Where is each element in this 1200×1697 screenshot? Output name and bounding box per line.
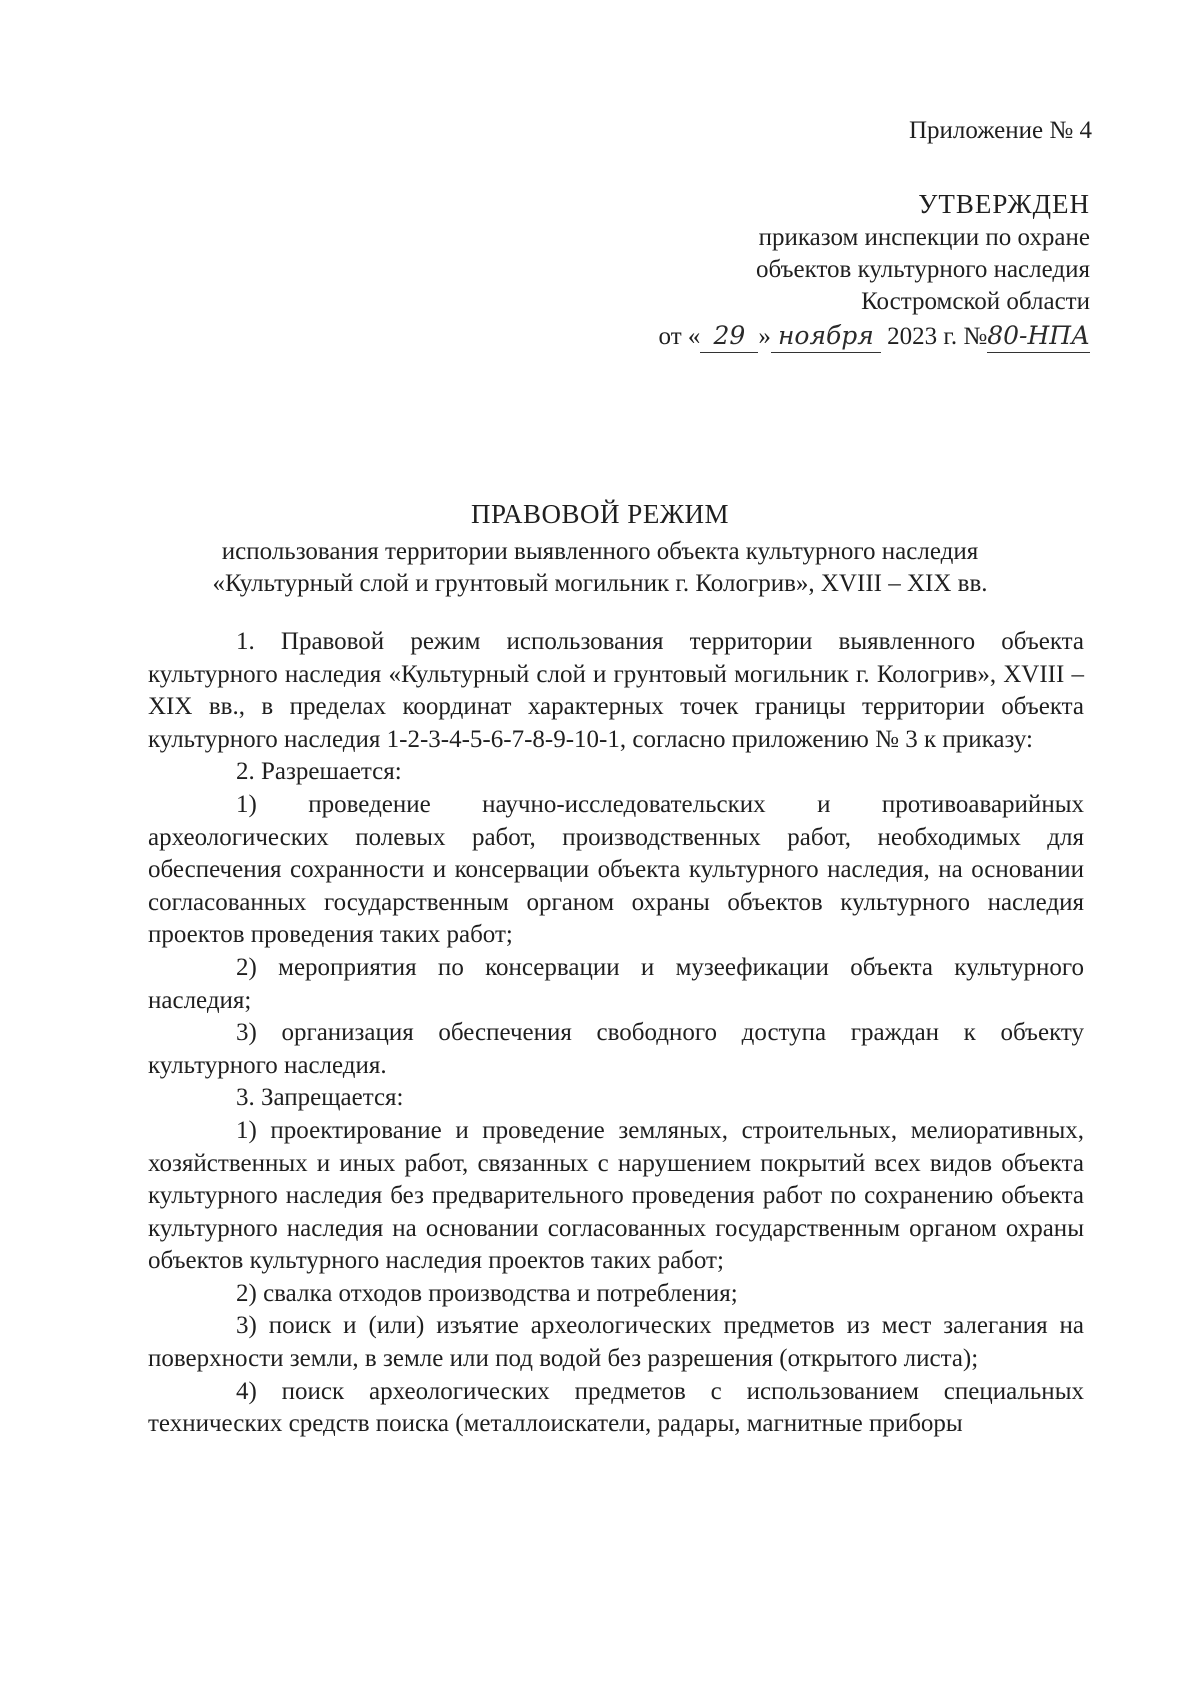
title-subheading-2: «Культурный слой и грунтовый могильник г. Кологрив», XVIII – XIX вв.	[212, 570, 988, 597]
approval-line-3: Костромской области	[861, 288, 1090, 315]
approval-line-1: приказом инспекции по охране	[758, 224, 1090, 251]
document-title	[0, 498, 1200, 600]
date-mid: »	[758, 323, 771, 350]
date-month-handwritten: ноября	[771, 320, 881, 353]
approval-block	[570, 188, 1090, 354]
section-allowed-heading: 2. Разрешается:	[236, 758, 402, 786]
prohibited-item-2: 2) свалка отходов производства и потребления;	[236, 1279, 738, 1307]
appendix-label: Приложение № 4	[908, 117, 1092, 144]
prohibited-item-1: 1) проектирование и проведение земляных, строительных, мелиоративных, хозяйственных и иных работ, связанных с нарушением покрытий всех видов объекта культурного наследия без предварительного проведения работ по сохранению объекта культурного наследия на основании согласованных государственным органом охраны объектов культурного наследия проектов таких работ;	[148, 1116, 1084, 1275]
allowed-item-3: 3) организация обеспечения свободного доступа граждан к объекту культурного наследия.	[148, 1019, 1084, 1079]
date-day-handwritten: 29	[700, 320, 758, 353]
approval-date-line	[570, 320, 1090, 354]
document-body	[148, 626, 1084, 1441]
date-prefix: от «	[658, 323, 701, 350]
approval-line-2: объектов культурного наследия	[756, 256, 1090, 283]
prohibited-item-4: 4) поиск археологических предметов с использованием специальных технических средств поиска (металлоискатели, радары, магнитные приборы	[148, 1377, 1084, 1438]
paragraph-1: 1. Правовой режим использования территории выявленного объекта культурного наследия «Культурный слой и грунтовый могильник г. Кологрив», XVIII – XIX вв., в пределах координат характерных точек границы территории объекта культурного наследия 1-2-3-4-5-6-7-8-9-10-1, согласно приложению № 3 к приказу:	[148, 628, 1084, 753]
approval-heading: УТВЕРЖДЕН	[918, 189, 1090, 219]
allowed-item-1: 1) проведение научно-исследовательских и противоаварийных археологических полевых работ, производственных работ, необходимых для обеспечения сохранности и консервации объекта культурного наследия, на основании согласованных государственным органом охраны объектов культурного наследия проектов проведения таких работ;	[148, 790, 1084, 949]
title-heading: ПРАВОВОЙ РЕЖИМ	[470, 499, 730, 529]
title-subheading-1: использования территории выявленного объекта культурного наследия	[221, 538, 979, 565]
section-prohibited-heading: 3. Запрещается:	[236, 1084, 404, 1112]
date-year: 2023 г. №	[887, 323, 988, 350]
order-number-handwritten: 80-НПА	[987, 320, 1090, 353]
prohibited-item-3: 3) поиск и (или) изъятие археологических предметов из мест залегания на поверхности земли, в земле или под водой без разрешения (открытого листа);	[148, 1312, 1084, 1373]
allowed-item-2: 2) мероприятия по консервации и музеефикации объекта культурного наследия;	[148, 953, 1084, 1014]
